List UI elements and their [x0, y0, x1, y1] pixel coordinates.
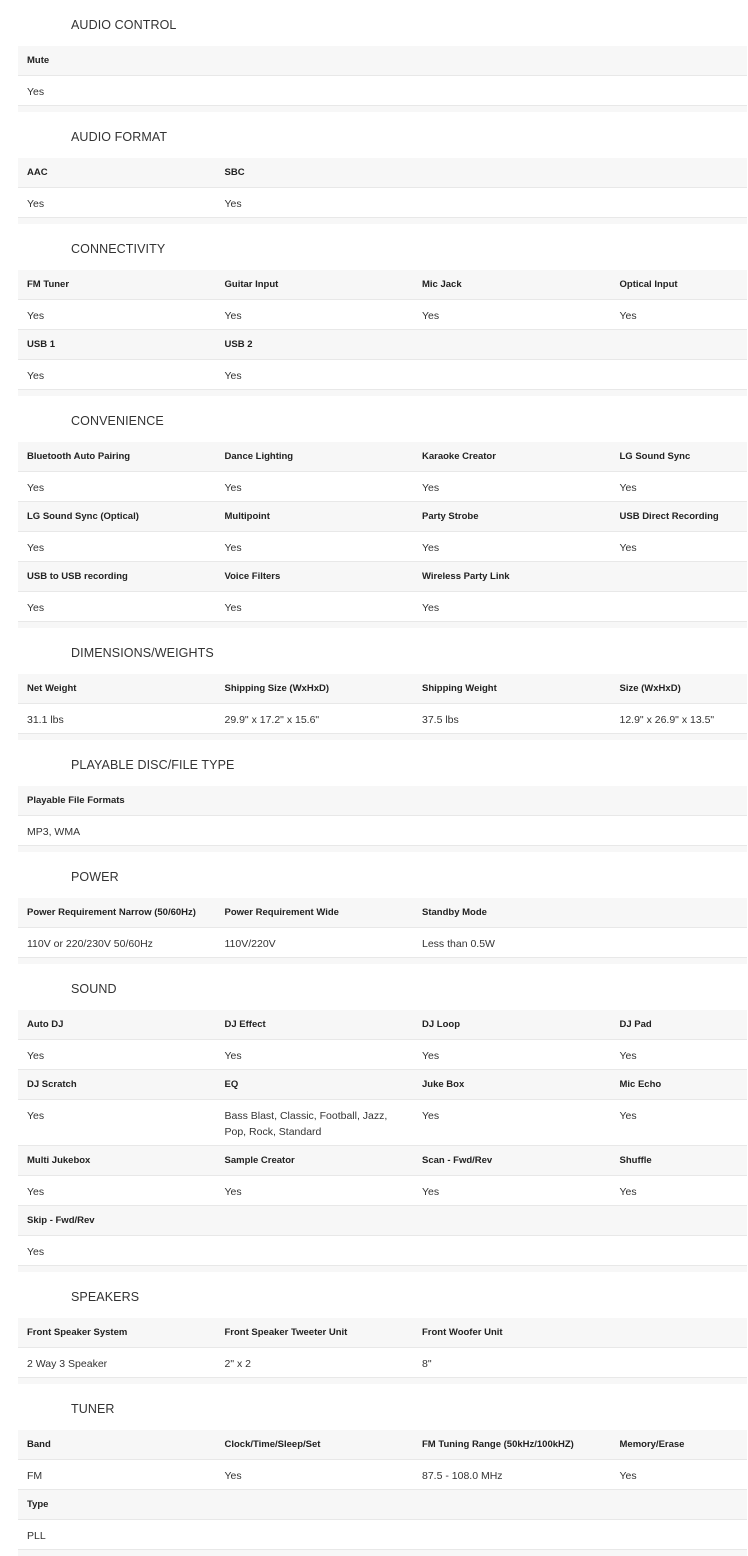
spec-value: Yes [224, 1470, 242, 1482]
spec-value: 110V/220V [224, 938, 276, 950]
spec-value: Yes [27, 482, 45, 494]
spec-value [611, 368, 747, 384]
spec-value [611, 196, 747, 212]
spec-value: Yes [27, 198, 45, 210]
spec-value-row [18, 75, 747, 106]
spec-label: Memory/Erase [619, 1439, 685, 1450]
spec-value-row [18, 703, 747, 734]
spec-value: 87.5 - 108.0 MHz [422, 1470, 503, 1482]
spec-section-sound [18, 964, 747, 1272]
spec-value: Yes [27, 86, 45, 98]
spec-value [611, 84, 747, 100]
spec-label [216, 1206, 414, 1235]
spec-label: Scan - Fwd/Rev [422, 1155, 493, 1166]
spec-section-playable-disc-file-type [18, 740, 747, 852]
spec-label: Shuffle [619, 1155, 652, 1166]
spec-value: Yes [619, 542, 637, 554]
spec-label [413, 1206, 611, 1235]
spec-value-row [18, 187, 747, 218]
spec-label: USB Direct Recording [619, 511, 719, 522]
spec-value: Yes [27, 1050, 45, 1062]
spec-value: Yes [27, 542, 45, 554]
spec-label: FM Tuner [27, 279, 70, 290]
section-title: SPEAKERS [71, 1290, 140, 1304]
spec-value-row [18, 591, 747, 622]
spec-value: Yes [422, 310, 440, 322]
spec-value: 29.9" x 17.2" x 15.6" [224, 714, 320, 726]
spec-value [413, 84, 611, 100]
spec-label: Wireless Party Link [422, 571, 510, 582]
spec-value: Yes [224, 542, 242, 554]
spec-label: Net Weight [27, 683, 77, 694]
spec-value: Yes [27, 1110, 45, 1122]
spec-label-row [18, 1070, 747, 1099]
section-title: DIMENSIONS/WEIGHTS [71, 646, 214, 660]
spec-label: Mute [27, 55, 50, 66]
spec-section-power [18, 852, 747, 964]
spec-value: FM [27, 1470, 43, 1482]
spec-label: Multi Jukebox [27, 1155, 91, 1166]
spec-value-row [18, 1459, 747, 1490]
spec-label-row [18, 1430, 747, 1459]
spec-label: Mic Jack [422, 279, 462, 290]
spec-label [413, 330, 611, 359]
spec-label-row [18, 898, 747, 927]
spec-label: Shipping Size (WxHxD) [224, 683, 329, 694]
spec-value: Yes [224, 482, 242, 494]
spec-label-row [18, 562, 747, 591]
spec-value [611, 824, 747, 840]
spec-label-row [18, 1146, 747, 1175]
spec-value: Yes [422, 1186, 440, 1198]
spec-value: Yes [224, 370, 242, 382]
spec-label [216, 46, 414, 75]
spec-value: Yes [619, 1470, 637, 1482]
spec-label: USB to USB recording [27, 571, 128, 582]
spec-value: Yes [619, 310, 637, 322]
section-title: CONVENIENCE [71, 414, 164, 428]
spec-value: Yes [27, 310, 45, 322]
spec-value [413, 368, 611, 384]
spec-label-row [18, 786, 747, 815]
spec-label: Front Speaker Tweeter Unit [224, 1327, 348, 1338]
spec-label: USB 2 [224, 339, 253, 350]
spec-value: Yes [422, 1050, 440, 1062]
spec-label: Front Woofer Unit [422, 1327, 503, 1338]
spec-value [413, 196, 611, 212]
spec-label [413, 786, 611, 815]
spec-label: DJ Loop [422, 1019, 460, 1030]
spec-label-row [18, 1318, 747, 1347]
spec-label: Shipping Weight [422, 683, 497, 694]
spec-label [413, 158, 611, 187]
spec-label: USB 1 [27, 339, 55, 350]
spec-value: Yes [27, 1186, 45, 1198]
spec-value: Yes [224, 198, 242, 210]
spec-value-row [18, 1235, 747, 1266]
spec-value-row [18, 531, 747, 562]
spec-value: 31.1 lbs [27, 714, 64, 726]
spec-value: Yes [224, 310, 242, 322]
spec-label [611, 46, 747, 75]
spec-value [611, 600, 747, 616]
spec-label: DJ Scratch [27, 1079, 77, 1090]
spec-value: Yes [619, 1110, 637, 1122]
spec-label: DJ Pad [619, 1019, 652, 1030]
section-title: TUNER [71, 1402, 115, 1416]
spec-label: DJ Effect [224, 1019, 266, 1030]
spec-value: 2 Way 3 Speaker [27, 1358, 108, 1370]
spec-value: Yes [224, 602, 242, 614]
spec-label: Power Requirement Narrow (50/60Hz) [27, 907, 196, 918]
section-title: PLAYABLE DISC/FILE TYPE [71, 758, 235, 772]
spec-value: Bass Blast, Classic, Football, Jazz, Pop, Rock, Standard [224, 1110, 388, 1138]
section-title: POWER [71, 870, 119, 884]
spec-value: Yes [422, 482, 440, 494]
spec-value: Yes [619, 1186, 637, 1198]
spec-label: Guitar Input [224, 279, 279, 290]
spec-value: Yes [422, 1110, 440, 1122]
spec-value-row [18, 1347, 747, 1378]
spec-value-row [18, 471, 747, 502]
spec-section-connectivity [18, 224, 747, 396]
spec-value [216, 824, 414, 840]
section-title: SOUND [71, 982, 117, 996]
spec-label: Karaoke Creator [422, 451, 496, 462]
spec-label: Size (WxHxD) [619, 683, 681, 694]
spec-label [611, 1490, 747, 1519]
spec-label: Optical Input [619, 279, 678, 290]
spec-label: LG Sound Sync (Optical) [27, 511, 139, 522]
spec-label: Juke Box [422, 1079, 465, 1090]
spec-label: Bluetooth Auto Pairing [27, 451, 131, 462]
spec-label [611, 158, 747, 187]
spec-label [611, 1206, 747, 1235]
spec-label-row [18, 674, 747, 703]
spec-section-dimensions-weights [18, 628, 747, 740]
spec-section-convenience [18, 396, 747, 628]
spec-label: Mic Echo [619, 1079, 662, 1090]
spec-section-audio-format [18, 112, 747, 224]
spec-label: Front Speaker System [27, 1327, 128, 1338]
spec-label: SBC [224, 167, 245, 178]
spec-label [611, 786, 747, 815]
section-divider [18, 1550, 747, 1556]
spec-value: Less than 0.5W [422, 938, 495, 950]
spec-value [611, 1244, 747, 1260]
spec-label: Skip - Fwd/Rev [27, 1215, 95, 1226]
spec-value-row [18, 927, 747, 958]
spec-label: Playable File Formats [27, 795, 125, 806]
spec-label [611, 1318, 747, 1347]
spec-value [216, 1244, 414, 1260]
spec-label [216, 786, 414, 815]
spec-label-row [18, 442, 747, 471]
spec-label: Party Strobe [422, 511, 479, 522]
spec-label: Sample Creator [224, 1155, 295, 1166]
spec-label: Type [27, 1499, 49, 1510]
spec-value [413, 1528, 611, 1544]
spec-table [18, 0, 747, 1556]
spec-label: FM Tuning Range (50kHz/100kHZ) [422, 1439, 574, 1450]
spec-value-row [18, 359, 747, 390]
spec-label-row [18, 1206, 747, 1235]
spec-value-row [18, 815, 747, 846]
spec-label: AAC [27, 167, 48, 178]
spec-label-row [18, 270, 747, 299]
spec-label-row [18, 330, 747, 359]
spec-value: 8" [422, 1358, 432, 1370]
spec-value [413, 1244, 611, 1260]
spec-value [413, 824, 611, 840]
spec-value: 37.5 lbs [422, 714, 459, 726]
spec-value: Yes [27, 370, 45, 382]
spec-section-tuner [18, 1384, 747, 1556]
spec-label-row [18, 46, 747, 75]
spec-value: Yes [619, 482, 637, 494]
spec-label: LG Sound Sync [619, 451, 691, 462]
section-title: AUDIO FORMAT [71, 130, 168, 144]
spec-label-row [18, 502, 747, 531]
spec-label: Multipoint [224, 511, 270, 522]
spec-section-speakers [18, 1272, 747, 1384]
spec-value: Yes [422, 542, 440, 554]
spec-label: Auto DJ [27, 1019, 64, 1030]
spec-value-row [18, 1039, 747, 1070]
spec-label: Clock/Time/Sleep/Set [224, 1439, 321, 1450]
section-title: CONNECTIVITY [71, 242, 166, 256]
spec-value: Yes [224, 1186, 242, 1198]
spec-label: Dance Lighting [224, 451, 294, 462]
spec-label [216, 1490, 414, 1519]
spec-value: Yes [422, 602, 440, 614]
spec-value: MP3, WMA [27, 826, 81, 838]
spec-label: Power Requirement Wide [224, 907, 339, 918]
spec-value: PLL [27, 1530, 46, 1542]
spec-value-row [18, 1519, 747, 1550]
spec-label: Standby Mode [422, 907, 487, 918]
spec-value-row [18, 1175, 747, 1206]
spec-value: Yes [27, 602, 45, 614]
spec-label [611, 330, 747, 359]
spec-value: Yes [224, 1050, 242, 1062]
spec-value [611, 936, 747, 952]
spec-label: Voice Filters [224, 571, 281, 582]
spec-value [611, 1528, 747, 1544]
spec-value: 12.9" x 26.9" x 13.5" [619, 714, 715, 726]
spec-label [611, 562, 747, 591]
spec-label-row [18, 1010, 747, 1039]
spec-label-row [18, 1490, 747, 1519]
spec-value: 110V or 220/230V 50/60Hz [27, 938, 153, 950]
spec-value [216, 84, 414, 100]
spec-label [413, 46, 611, 75]
section-title: AUDIO CONTROL [71, 18, 177, 32]
spec-value: Yes [619, 1050, 637, 1062]
spec-label-row [18, 158, 747, 187]
spec-value-row [18, 299, 747, 330]
spec-label [611, 898, 747, 927]
spec-value-row [18, 1099, 747, 1146]
spec-value: 2" x 2 [224, 1358, 251, 1370]
spec-label [413, 1490, 611, 1519]
spec-value: Yes [27, 1246, 45, 1258]
spec-value [611, 1356, 747, 1372]
spec-section-audio-control [18, 0, 747, 112]
spec-label: Band [27, 1439, 51, 1450]
spec-value [216, 1528, 414, 1544]
spec-label: EQ [224, 1079, 239, 1090]
